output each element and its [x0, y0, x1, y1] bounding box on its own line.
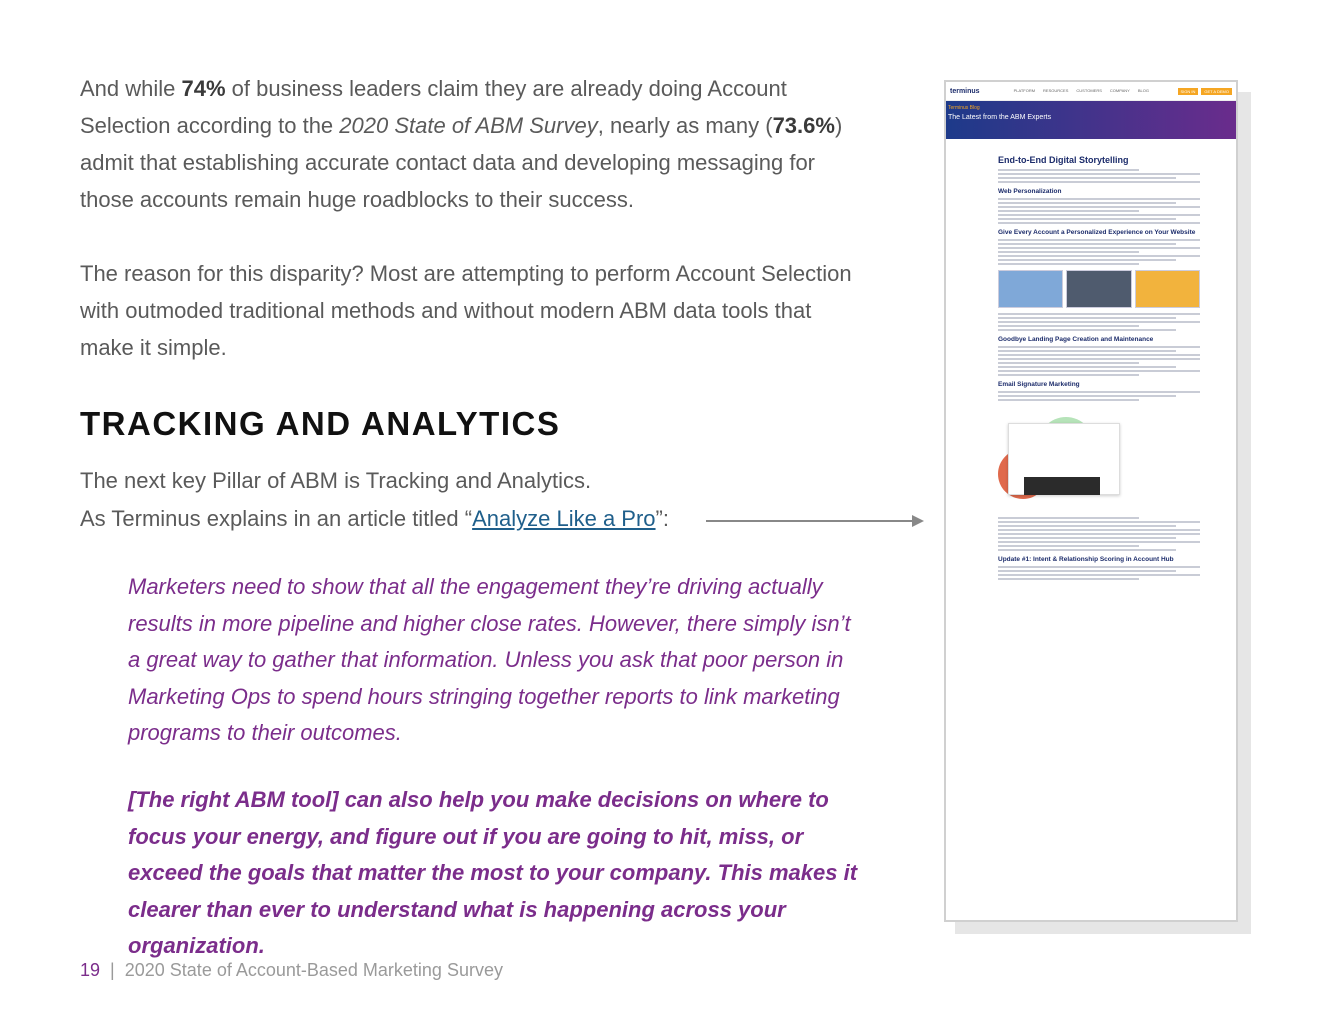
- sign-in-button: SIGN IN: [1178, 88, 1199, 95]
- section-heading: TRACKING AND ANALYTICS: [80, 405, 561, 442]
- arrow-right-icon: [706, 514, 924, 528]
- terminus-article-screenshot: [944, 80, 1238, 922]
- page-number: 19: [80, 960, 101, 980]
- terminus-logo: terminus: [950, 87, 980, 95]
- footer-separator: |: [110, 960, 115, 980]
- intro-paragraph: And while 74% of business leaders claim they are already doing Account Selection according to the 2020 State of ABM Survey, nearly as many (73.6%) admit that establishing accurate contact data and developing messaging for those accounts remain huge roadblocks to their success.: [80, 76, 843, 212]
- quote-1: Marketers need to show that all the engagement they’re driving actually results in more pipeline and higher close rates. However, there simply isn’t a great way to gather that information. Unless you ask that poor person in Marketing Ops to spend hours stringing together reports to link marketing programs to their outcomes.: [128, 574, 851, 745]
- survey-title: 2020 State of ABM Survey: [339, 113, 598, 138]
- stat-74: 74%: [181, 76, 226, 101]
- screenshot-hero: Terminus Blog The Latest from the ABM Experts: [946, 101, 1236, 139]
- lead-line-1: The next key Pillar of ABM is Tracking and Analytics.: [80, 468, 592, 493]
- email-signature-illustration: [998, 409, 1200, 509]
- get-demo-button: GET A DEMO: [1201, 88, 1232, 95]
- quote-2: [The right ABM tool] can also help you make decisions on where to focus your energy, and figure out if you are going to hit, miss, or exceed the goals that matter the most to your company. This makes it clearer than ever to understand what is happening across your organization.: [128, 787, 858, 958]
- analyze-like-a-pro-link[interactable]: Analyze Like a Pro: [472, 506, 656, 531]
- disparity-paragraph: The reason for this disparity? Most are attempting to perform Account Selection with outmoded traditional methods and without modern ABM data tools that make it simple.: [80, 261, 852, 360]
- screenshot-article: End-to-End Digital Storytelling Web Personalization Give Every Account a Personalized Experience on Your Website Goodbye Landing Page Creation and Maintenance Email Signature Marketing Update #1: Intent & Relationship Scoring in Account Hub: [946, 139, 1236, 580]
- footer-title: 2020 State of Account-Based Marketing Survey: [124, 960, 503, 980]
- article-title: End-to-End Digital Storytelling: [998, 155, 1129, 165]
- screenshot-nav: terminus PLATFORM RESOURCES CUSTOMERS COMPANY BLOG SIGN IN GET A DEMO: [946, 82, 1236, 101]
- page-footer: [80, 960, 503, 981]
- screenshot-thumbnails: [998, 270, 1200, 308]
- lead-paragraph: The next key Pillar of ABM is Tracking and Analytics. As Terminus explains in an article titled “Analyze Like a Pro”:: [80, 468, 669, 531]
- stat-73-6: 73.6%: [772, 113, 835, 138]
